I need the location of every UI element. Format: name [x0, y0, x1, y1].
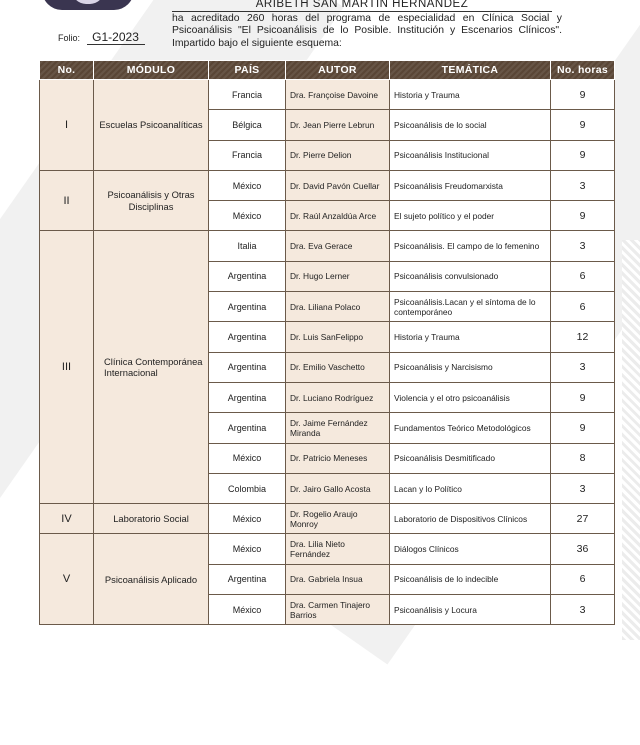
module-name: Psicoanálisis y Otras Disciplinas [94, 170, 209, 231]
cell-pais: Argentina [209, 352, 286, 382]
cell-horas: 6 [551, 292, 615, 322]
table-row [40, 80, 615, 110]
cell-horas: 3 [551, 231, 615, 261]
certificate-intro-text: ha acreditado 260 horas del programa de especialidad en Clínica Social y Psicoanálisis "El Psicoanálisis de lo Posible. Institución y Escenarios Clínicos". Impartido bajo el siguiente esquema: [172, 13, 562, 49]
cell-horas: 3 [551, 595, 615, 625]
cell-autor: Dr. Jairo Gallo Acosta [286, 473, 390, 503]
cell-tematica: El sujeto político y el poder [390, 201, 551, 231]
table-row [40, 534, 615, 564]
header-modulo: MÓDULO [94, 61, 209, 80]
cell-pais: Italia [209, 231, 286, 261]
cell-autor: Dr. Raúl Anzaldúa Arce [286, 201, 390, 231]
cell-horas: 6 [551, 261, 615, 291]
folio [58, 30, 145, 45]
header-pais: PAÍS [209, 61, 286, 80]
program-table [39, 60, 615, 625]
cell-pais: Argentina [209, 413, 286, 443]
cell-tematica: Lacan y lo Político [390, 473, 551, 503]
module-name: Clínica Contemporánea Internacional [94, 231, 209, 504]
cell-tematica: Psicoanálisis y Locura [390, 595, 551, 625]
module-number: II [40, 170, 94, 231]
module-name: Escuelas Psicoanalíticas [94, 80, 209, 171]
cell-tematica: Psicoanálisis de lo indecible [390, 564, 551, 594]
cell-tematica: Historia y Trauma [390, 322, 551, 352]
cell-tematica: Psicoanálisis.Lacan y el síntoma de lo contemporáneo [390, 292, 551, 322]
cell-pais: Argentina [209, 564, 286, 594]
cell-autor: Dr. Luis SanFelippo [286, 322, 390, 352]
cell-autor: Dr. Jean Pierre Lebrun [286, 110, 390, 140]
cell-pais: Argentina [209, 292, 286, 322]
table-header-row [40, 61, 615, 80]
cell-pais: Argentina [209, 322, 286, 352]
cell-autor: Dr. Jaime Fernández Miranda [286, 413, 390, 443]
cell-tematica: Psicoanálisis Institucional [390, 140, 551, 170]
cell-autor: Dr. David Pavón Cuellar [286, 170, 390, 200]
header-horas: No. horas [551, 61, 615, 80]
cell-horas: 36 [551, 534, 615, 564]
cell-pais: México [209, 595, 286, 625]
cell-horas: 3 [551, 473, 615, 503]
cell-pais: México [209, 201, 286, 231]
cell-tematica: Diálogos Clínicos [390, 534, 551, 564]
cell-pais: Argentina [209, 261, 286, 291]
cell-autor: Dra. Eva Gerace [286, 231, 390, 261]
module-number: V [40, 534, 94, 625]
cell-horas: 27 [551, 504, 615, 534]
module-number: I [40, 80, 94, 171]
cell-autor: Dra. Carmen Tinajero Barrios [286, 595, 390, 625]
institution-logo [42, 0, 134, 10]
module-name: Psicoanálisis Aplicado [94, 534, 209, 625]
cell-horas: 3 [551, 170, 615, 200]
cell-tematica: Historia y Trauma [390, 80, 551, 110]
header-no: No. [40, 61, 94, 80]
cell-tematica: Fundamentos Teórico Metodológicos [390, 413, 551, 443]
cell-tematica: Psicoanálisis Freudomarxista [390, 170, 551, 200]
cell-autor: Dr. Emilio Vaschetto [286, 352, 390, 382]
cell-horas: 9 [551, 110, 615, 140]
cell-tematica: Laboratorio de Dispositivos Clínicos [390, 504, 551, 534]
cell-horas: 9 [551, 382, 615, 412]
folio-label: Folio: [58, 33, 81, 43]
cell-pais: México [209, 504, 286, 534]
header-autor: AUTOR [286, 61, 390, 80]
table-row [40, 231, 615, 261]
cell-tematica: Psicoanálisis. El campo de lo femenino [390, 231, 551, 261]
header-tematica: TEMÁTICA [390, 61, 551, 80]
cell-horas: 9 [551, 80, 615, 110]
cell-autor: Dr. Hugo Lerner [286, 261, 390, 291]
cell-horas: 9 [551, 201, 615, 231]
cell-tematica: Psicoanálisis convulsionado [390, 261, 551, 291]
cell-pais: Colombia [209, 473, 286, 503]
table-row [40, 504, 615, 534]
cell-horas: 12 [551, 322, 615, 352]
cell-horas: 9 [551, 413, 615, 443]
cell-tematica: Violencia y el otro psicoanálisis [390, 382, 551, 412]
cell-autor: Dra. Liliana Polaco [286, 292, 390, 322]
cell-pais: Francia [209, 140, 286, 170]
cell-horas: 8 [551, 443, 615, 473]
cell-autor: Dr. Pierre Delion [286, 140, 390, 170]
module-number: III [40, 231, 94, 504]
cell-horas: 6 [551, 564, 615, 594]
cell-pais: Argentina [209, 382, 286, 412]
cell-autor: Dr. Rogelio Araujo Monroy [286, 504, 390, 534]
module-number: IV [40, 504, 94, 534]
table-row [40, 170, 615, 200]
cell-tematica: Psicoanálisis y Narcisismo [390, 352, 551, 382]
folio-value: G1-2023 [87, 30, 145, 45]
cell-tematica: Psicoanálisis de lo social [390, 110, 551, 140]
cell-pais: México [209, 534, 286, 564]
cell-autor: Dra. Lilia Nieto Fernández [286, 534, 390, 564]
cell-autor: Dra. Françoise Davoine [286, 80, 390, 110]
cell-tematica: Psicoanálisis Desmitificado [390, 443, 551, 473]
cell-pais: Francia [209, 80, 286, 110]
decorative-pattern [622, 240, 640, 640]
cell-pais: México [209, 170, 286, 200]
cell-horas: 3 [551, 352, 615, 382]
module-name: Laboratorio Social [94, 504, 209, 534]
cell-autor: Dr. Luciano Rodríguez [286, 382, 390, 412]
recipient-name: ARIBETH SAN MARTIN HERNANDEZ [172, 0, 552, 12]
cell-pais: Bélgica [209, 110, 286, 140]
cell-autor: Dr. Patricio Meneses [286, 443, 390, 473]
cell-autor: Dra. Gabriela Insua [286, 564, 390, 594]
cell-horas: 9 [551, 140, 615, 170]
cell-pais: México [209, 443, 286, 473]
